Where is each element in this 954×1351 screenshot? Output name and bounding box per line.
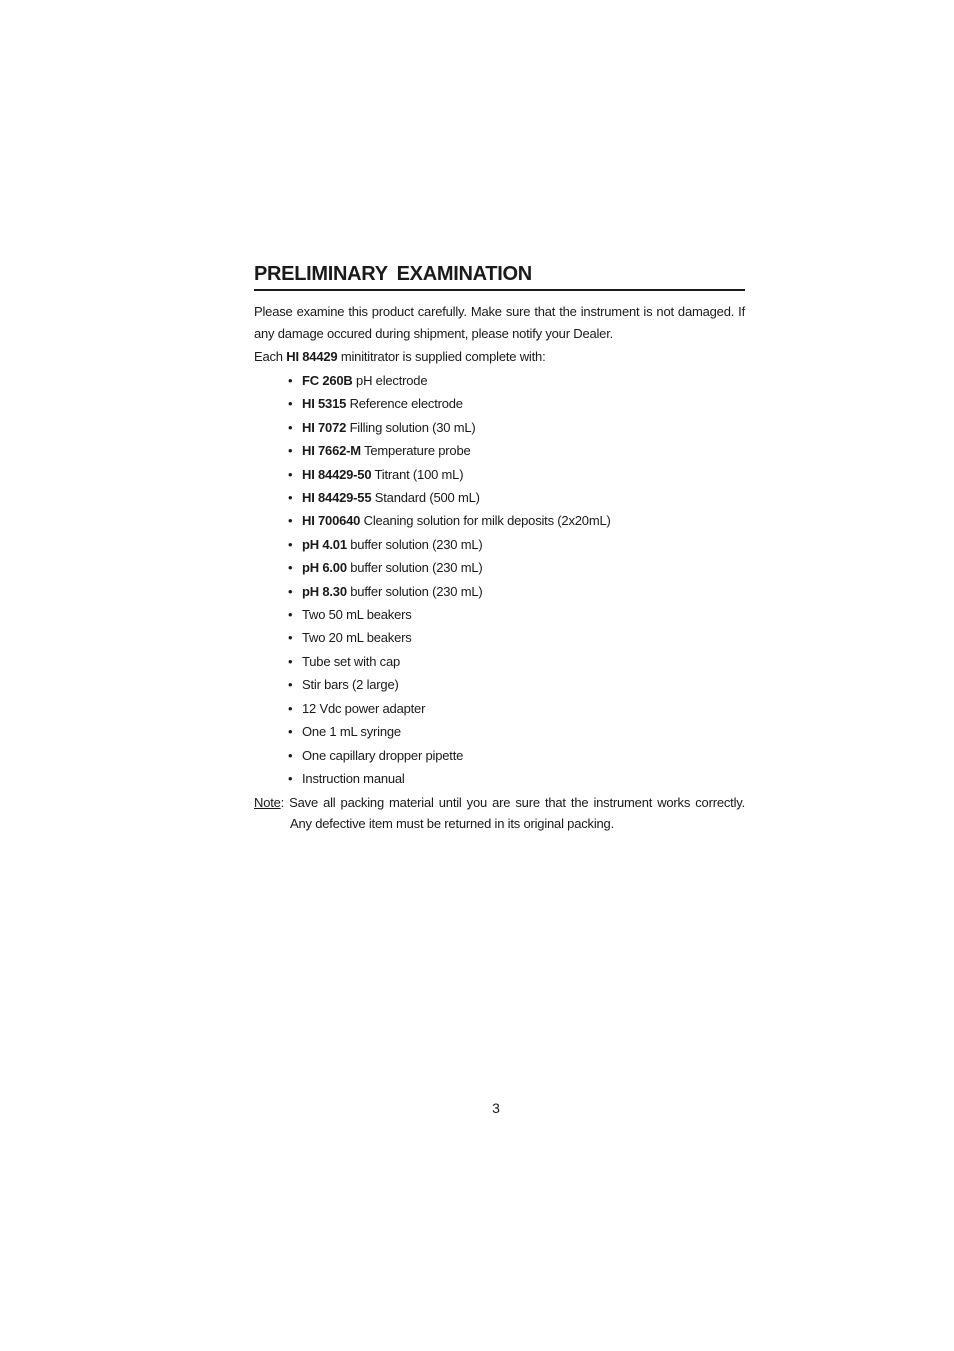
bullet-icon: • <box>288 536 293 552</box>
list-item <box>288 697 745 720</box>
bullet-icon: • <box>288 724 293 740</box>
item-description: buffer solution (230 mL) <box>350 536 483 552</box>
list-item <box>288 673 745 696</box>
list-item <box>288 463 745 486</box>
item-description: Two 50 mL beakers <box>302 607 412 623</box>
list-item <box>288 533 745 556</box>
item-description: buffer solution (230 mL) <box>350 583 483 599</box>
item-code: HI 700640 <box>302 513 361 529</box>
item-description: Stir bars (2 large) <box>302 677 399 693</box>
page-number: 3 <box>492 1100 500 1116</box>
list-item <box>288 626 745 649</box>
bullet-icon: • <box>288 607 293 623</box>
note-text-1: Save all packing material until you are sure that the instrument works correctly. <box>289 795 746 811</box>
item-code: HI 7662-M <box>302 443 361 459</box>
item-code: HI 7072 <box>302 419 347 435</box>
item-code: HI 84429-50 <box>302 466 372 482</box>
list-item <box>288 392 745 415</box>
item-description: Tube set with cap <box>302 653 401 669</box>
note <box>254 792 745 834</box>
item-description: Instruction manual <box>302 770 405 786</box>
item-description: One capillary dropper pipette <box>302 747 464 763</box>
bullet-icon: • <box>288 677 293 693</box>
contents-list <box>254 369 745 790</box>
bullet-icon: • <box>288 770 293 786</box>
bullet-icon: • <box>288 466 293 482</box>
list-item <box>288 603 745 626</box>
bullet-icon: • <box>288 630 293 646</box>
list-item <box>288 416 745 439</box>
bullet-icon: • <box>288 747 293 763</box>
item-code: FC 260B <box>302 373 353 388</box>
bullet-icon: • <box>288 490 293 506</box>
item-description: Reference electrode <box>349 396 463 412</box>
bullet-icon: • <box>288 396 293 412</box>
list-item <box>288 439 745 462</box>
item-code: pH 6.00 <box>302 560 347 576</box>
item-description: buffer solution (230 mL) <box>350 560 483 576</box>
bullet-icon: • <box>288 419 293 435</box>
supplied-line <box>254 346 745 368</box>
bullet-icon: • <box>288 443 293 459</box>
note-label: Note <box>254 795 281 811</box>
item-code: pH 4.01 <box>302 536 347 552</box>
item-code: HI 84429-55 <box>302 490 372 506</box>
supplied-prefix: Each <box>254 349 283 364</box>
supplied-suffix: minititrator is supplied complete with: <box>340 349 546 364</box>
list-item <box>288 720 745 743</box>
supplied-model: HI 84429 <box>286 349 338 364</box>
item-description: Temperature probe <box>364 443 471 459</box>
bullet-icon: • <box>288 560 293 576</box>
bullet-icon: • <box>288 653 293 669</box>
item-description: Two 20 mL beakers <box>302 630 412 646</box>
list-item <box>288 556 745 579</box>
item-description: One 1 mL syringe <box>302 724 401 740</box>
list-item <box>288 580 745 603</box>
page-content <box>254 262 745 834</box>
list-item <box>288 509 745 532</box>
item-description: pH electrode <box>356 373 428 388</box>
bullet-icon: • <box>288 373 293 388</box>
list-item <box>288 369 745 392</box>
bullet-icon: • <box>288 583 293 599</box>
bullet-icon: • <box>288 513 293 529</box>
note-text-2: Any defective item must be returned in its original packing. <box>290 816 615 832</box>
list-item <box>288 486 745 509</box>
item-description: Standard (500 mL) <box>374 490 480 506</box>
item-code: HI 5315 <box>302 396 347 412</box>
note-line-1: Note: Save all packing material until you are sure that the instrument works correctly. <box>254 795 746 811</box>
list-item <box>288 744 745 767</box>
item-code: pH 8.30 <box>302 583 347 599</box>
item-description: Filling solution (30 mL) <box>349 419 476 435</box>
list-item <box>288 650 745 673</box>
item-description: Titrant (100 mL) <box>374 466 464 482</box>
intro-paragraph: Please examine this product carefully. Make sure that the instrument is not damaged. If any damage occured during shipment, please notify your Dealer. <box>254 304 745 341</box>
item-description: Cleaning solution for milk deposits (2x20mL) <box>363 513 611 529</box>
item-description: 12 Vdc power adapter <box>302 700 426 716</box>
list-item <box>288 767 745 790</box>
bullet-icon: • <box>288 700 293 716</box>
section-title: PRELIMINARY EXAMINATION <box>254 262 745 291</box>
